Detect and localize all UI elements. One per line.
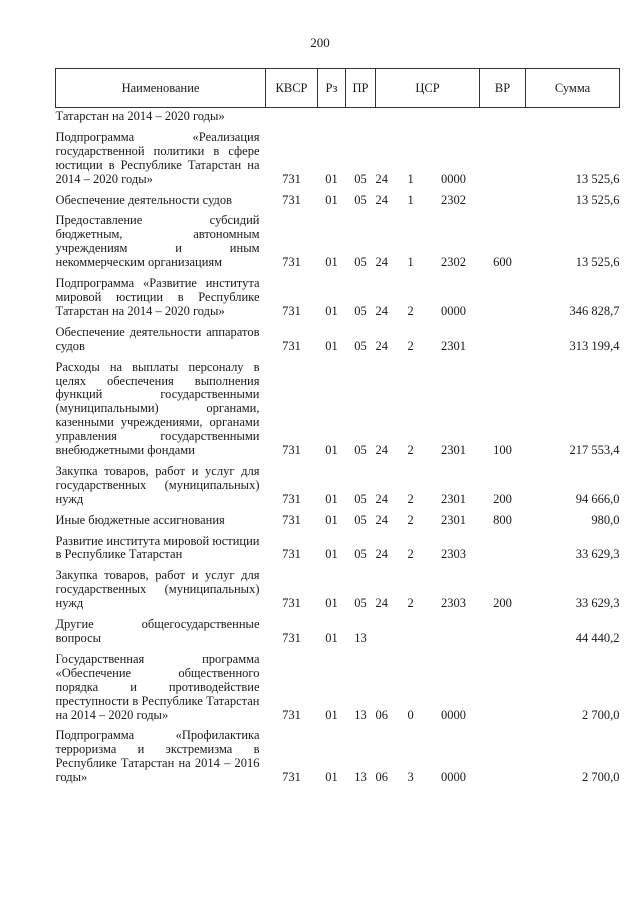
cell-vr: 200 — [493, 596, 512, 611]
cell-csr-program: 06 — [375, 770, 388, 785]
cell-csr-subprogram: 2 — [407, 596, 414, 611]
cell-sum: 44 440,2 — [575, 631, 620, 645]
cell-vr: 600 — [493, 255, 512, 270]
cell-vr — [480, 646, 526, 723]
cell-vr: 100 — [493, 443, 512, 458]
cell-pr: 05 — [354, 512, 367, 527]
cell-sum: 313 199,4 — [569, 338, 620, 353]
cell-sum: 346 828,7 — [569, 303, 620, 318]
cell-sum: 33 629,3 — [575, 547, 620, 562]
cell-csr-program: 24 — [375, 443, 388, 458]
header-sum: Сумма — [526, 69, 620, 108]
cell-csr-item: 2301 — [441, 491, 466, 506]
cell-pr: 05 — [354, 192, 367, 207]
cell-vr: 800 — [493, 512, 512, 527]
cell-csr-item: 2301 — [441, 338, 466, 353]
cell-pr: 13 — [354, 631, 367, 645]
cell-name: Государственная программа «Обеспечение общественного порядка и противодействие преступности в Республике Татарстан на 2014 – 2020 годы» — [55, 651, 260, 722]
cell-kvsr: 731 — [282, 631, 301, 645]
cell-rz: 01 — [325, 707, 338, 722]
cell-name: Предоставление субсидий бюджетным, автономным учреждениям и иным некоммерческим организациям — [55, 213, 260, 270]
header-name: Наименование — [56, 69, 266, 108]
cell-name: Закупка товаров, работ и услуг для государственных (муниципальных) нужд — [55, 568, 260, 611]
cell-kvsr: 731 — [282, 491, 301, 506]
cell-kvsr: 731 — [282, 547, 301, 562]
cell-vr — [480, 611, 526, 646]
cell-rz: 01 — [325, 547, 338, 562]
cell-csr-subprogram: 2 — [407, 491, 414, 506]
cell-vr — [480, 270, 526, 319]
table-row — [56, 507, 620, 528]
cell-csr-program: 24 — [375, 192, 388, 207]
cell-name: Другие общегосударственные вопросы — [55, 617, 260, 645]
cell-csr-program — [376, 611, 408, 646]
cell-csr-subprogram: 2 — [407, 338, 414, 353]
continued-name: Татарстан на 2014 – 2020 годы» — [55, 109, 225, 123]
cell-csr-item: 2301 — [441, 443, 466, 458]
cell-sum: 13 525,6 — [575, 255, 620, 270]
cell-csr-program: 24 — [375, 255, 388, 270]
cell-vr — [480, 124, 526, 187]
cell-csr-program: 24 — [375, 512, 388, 527]
cell-csr-subprogram: 2 — [407, 443, 414, 458]
cell-csr-item: 0000 — [441, 707, 466, 722]
cell-pr: 05 — [354, 255, 367, 270]
table-row — [56, 270, 620, 319]
header-pr: ПР — [346, 69, 376, 108]
cell-rz: 01 — [325, 303, 338, 318]
cell-name: Обеспечение деятельности аппаратов судов — [55, 324, 260, 353]
cell-name: Закупка товаров, работ и услуг для государственных (муниципальных) нужд — [55, 463, 260, 506]
cell-csr-subprogram: 2 — [407, 512, 414, 527]
table-row — [56, 124, 620, 187]
cell-rz: 01 — [325, 338, 338, 353]
cell-kvsr: 731 — [282, 707, 301, 722]
cell-csr-program: 24 — [375, 171, 388, 186]
cell-sum: 94 666,0 — [575, 491, 620, 506]
cell-pr: 13 — [354, 770, 367, 785]
cell-csr-subprogram: 2 — [407, 303, 414, 318]
table-row — [56, 187, 620, 208]
cell-pr: 05 — [354, 443, 367, 458]
cell-kvsr: 731 — [282, 512, 301, 527]
cell-vr: 200 — [493, 491, 512, 506]
cell-name: Подпрограмма «Развитие института мировой юстиции в Республике Татарстан на 2014 – 2020 годы» — [55, 276, 260, 318]
cell-pr: 05 — [354, 547, 367, 562]
cell-sum: 13 525,6 — [575, 192, 620, 207]
cell-sum: 980,0 — [591, 512, 620, 527]
table-row — [56, 562, 620, 611]
cell-pr: 05 — [354, 596, 367, 611]
header-csr: ЦСР — [376, 69, 480, 108]
cell-csr-item: 0000 — [441, 303, 466, 318]
cell-csr-subprogram: 2 — [407, 547, 414, 562]
table-row — [56, 458, 620, 507]
cell-sum: 13 525,6 — [575, 171, 620, 186]
cell-pr: 05 — [354, 171, 367, 186]
table-row — [56, 528, 620, 563]
cell-rz: 01 — [325, 512, 338, 527]
cell-rz: 01 — [325, 596, 338, 611]
cell-sum: 2 700,0 — [582, 707, 620, 722]
cell-csr-program: 24 — [375, 303, 388, 318]
cell-csr-item: 0000 — [441, 171, 466, 186]
table-row — [56, 722, 620, 785]
cell-csr-subprogram — [408, 611, 428, 646]
cell-csr-subprogram: 3 — [407, 770, 414, 785]
table-header-row — [56, 69, 620, 108]
cell-rz: 01 — [325, 631, 338, 645]
cell-kvsr: 731 — [282, 192, 301, 207]
cell-csr-item: 2301 — [441, 512, 466, 527]
cell-pr: 05 — [354, 491, 367, 506]
cell-kvsr: 731 — [282, 303, 301, 318]
cell-csr-subprogram: 1 — [407, 255, 414, 270]
cell-csr-program: 24 — [375, 547, 388, 562]
cell-kvsr: 731 — [282, 338, 301, 353]
cell-name: Иные бюджетные ассигнования — [55, 512, 225, 527]
cell-vr — [480, 319, 526, 354]
cell-kvsr: 731 — [282, 770, 301, 785]
cell-csr-item: 0000 — [441, 770, 466, 785]
budget-table — [55, 68, 620, 785]
cell-sum: 2 700,0 — [582, 770, 620, 785]
cell-rz: 01 — [325, 770, 338, 785]
cell-vr — [480, 187, 526, 208]
header-kvsr: КВСР — [266, 69, 318, 108]
cell-csr-item: 2302 — [441, 255, 466, 270]
cell-name: Развитие института мировой юстиции в Республике Татарстан — [55, 533, 260, 562]
cell-rz: 01 — [325, 255, 338, 270]
cell-kvsr: 731 — [282, 443, 301, 458]
cell-vr — [480, 722, 526, 785]
continued-row — [56, 108, 620, 124]
cell-pr: 13 — [354, 707, 367, 722]
cell-sum: 217 553,4 — [569, 443, 620, 458]
table-row — [56, 354, 620, 458]
cell-rz: 01 — [325, 491, 338, 506]
page-number: 200 — [310, 35, 330, 50]
cell-name: Подпрограмма «Реализация государственной политики в сфере юстиции в Республике Татарстан на 2014 – 2020 годы» — [55, 129, 260, 186]
cell-pr: 05 — [354, 338, 367, 353]
cell-kvsr: 731 — [282, 255, 301, 270]
cell-csr-item: 2303 — [441, 596, 466, 611]
cell-sum: 33 629,3 — [575, 596, 620, 611]
cell-csr-program: 24 — [375, 596, 388, 611]
cell-kvsr: 731 — [282, 596, 301, 611]
cell-rz: 01 — [325, 171, 338, 186]
cell-csr-item: 2302 — [441, 192, 466, 207]
table-row — [56, 646, 620, 723]
cell-csr-item: 2303 — [441, 547, 466, 562]
cell-csr-subprogram: 0 — [407, 707, 414, 722]
table-row — [56, 207, 620, 270]
cell-name: Расходы на выплаты персоналу в целях обеспечения выполнения функций государственными (муниципальными) органами, казенными учреждениями, органами управления государственными внебюджетными фондами — [55, 359, 260, 458]
header-rz: Рз — [318, 69, 346, 108]
cell-name: Подпрограмма «Профилактика терроризма и экстремизма в Республике Татарстан на 2014 – 2016 годы» — [55, 728, 260, 785]
header-vr: ВР — [480, 69, 526, 108]
cell-csr-subprogram: 1 — [407, 192, 414, 207]
cell-csr-program: 24 — [375, 338, 388, 353]
cell-csr-subprogram: 1 — [407, 171, 414, 186]
cell-rz: 01 — [325, 443, 338, 458]
cell-rz: 01 — [325, 192, 338, 207]
cell-pr: 05 — [354, 303, 367, 318]
table-row — [56, 319, 620, 354]
table-row — [56, 611, 620, 646]
cell-csr-item — [428, 611, 480, 646]
cell-vr — [480, 528, 526, 563]
cell-csr-program: 24 — [375, 491, 388, 506]
cell-csr-program: 06 — [375, 707, 388, 722]
cell-kvsr: 731 — [282, 171, 301, 186]
cell-name: Обеспечение деятельности судов — [55, 192, 232, 207]
